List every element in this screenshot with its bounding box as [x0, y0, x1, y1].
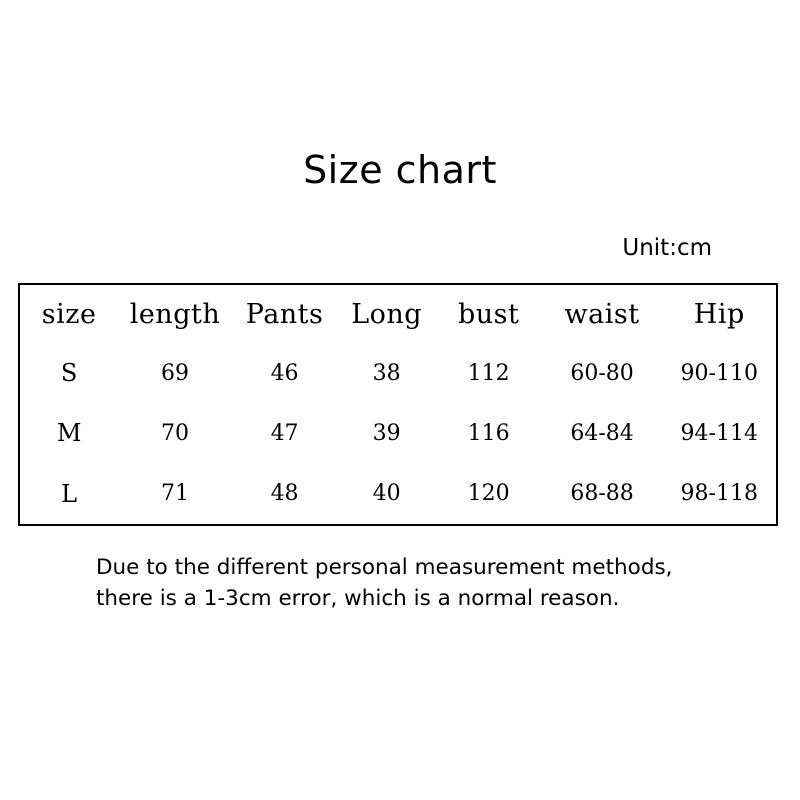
table-row — [20, 403, 776, 463]
column-header-long: Long — [351, 298, 423, 330]
cell-waist: 68-88 — [570, 481, 634, 507]
table-row — [20, 464, 776, 524]
cell-bust: 112 — [467, 360, 510, 386]
table-header — [20, 285, 776, 343]
column-header-pants: Pants — [245, 298, 324, 330]
cell-length: 71 — [160, 481, 189, 507]
table-header-row — [20, 285, 776, 343]
cell-length: 69 — [160, 360, 189, 386]
cell-pants: 46 — [270, 360, 299, 386]
cell-size: M — [56, 419, 82, 448]
column-header-bust: bust — [457, 298, 520, 330]
cell-long: 38 — [372, 360, 401, 386]
cell-pants: 47 — [270, 420, 299, 446]
cell-hip: 90-110 — [680, 360, 758, 386]
cell-long: 39 — [372, 420, 401, 446]
cell-size: L — [61, 479, 78, 508]
cell-bust: 120 — [467, 481, 510, 507]
size-table — [20, 285, 776, 524]
cell-size: S — [60, 359, 78, 388]
note-line-1: Due to the different personal measurement methods, — [96, 555, 673, 580]
cell-bust: 116 — [467, 420, 510, 446]
cell-waist: 64-84 — [570, 420, 634, 446]
column-header-hip: Hip — [693, 298, 745, 330]
cell-hip: 98-118 — [680, 481, 758, 507]
cell-long: 40 — [372, 481, 401, 507]
cell-hip: 94-114 — [680, 420, 758, 446]
column-header-waist: waist — [564, 298, 640, 330]
cell-length: 70 — [160, 420, 189, 446]
note-line-2: there is a 1-3cm error, which is a normal reason. — [96, 586, 620, 611]
column-header-size: size — [41, 298, 97, 330]
table-body — [20, 343, 776, 524]
table-row — [20, 343, 776, 403]
measurement-note — [96, 552, 736, 614]
column-header-length: length — [129, 298, 221, 330]
unit-label: Unit:cm — [622, 235, 712, 261]
cell-waist: 60-80 — [570, 360, 634, 386]
size-table-container — [18, 283, 778, 526]
page-title: Size chart — [303, 148, 497, 192]
cell-pants: 48 — [270, 481, 299, 507]
